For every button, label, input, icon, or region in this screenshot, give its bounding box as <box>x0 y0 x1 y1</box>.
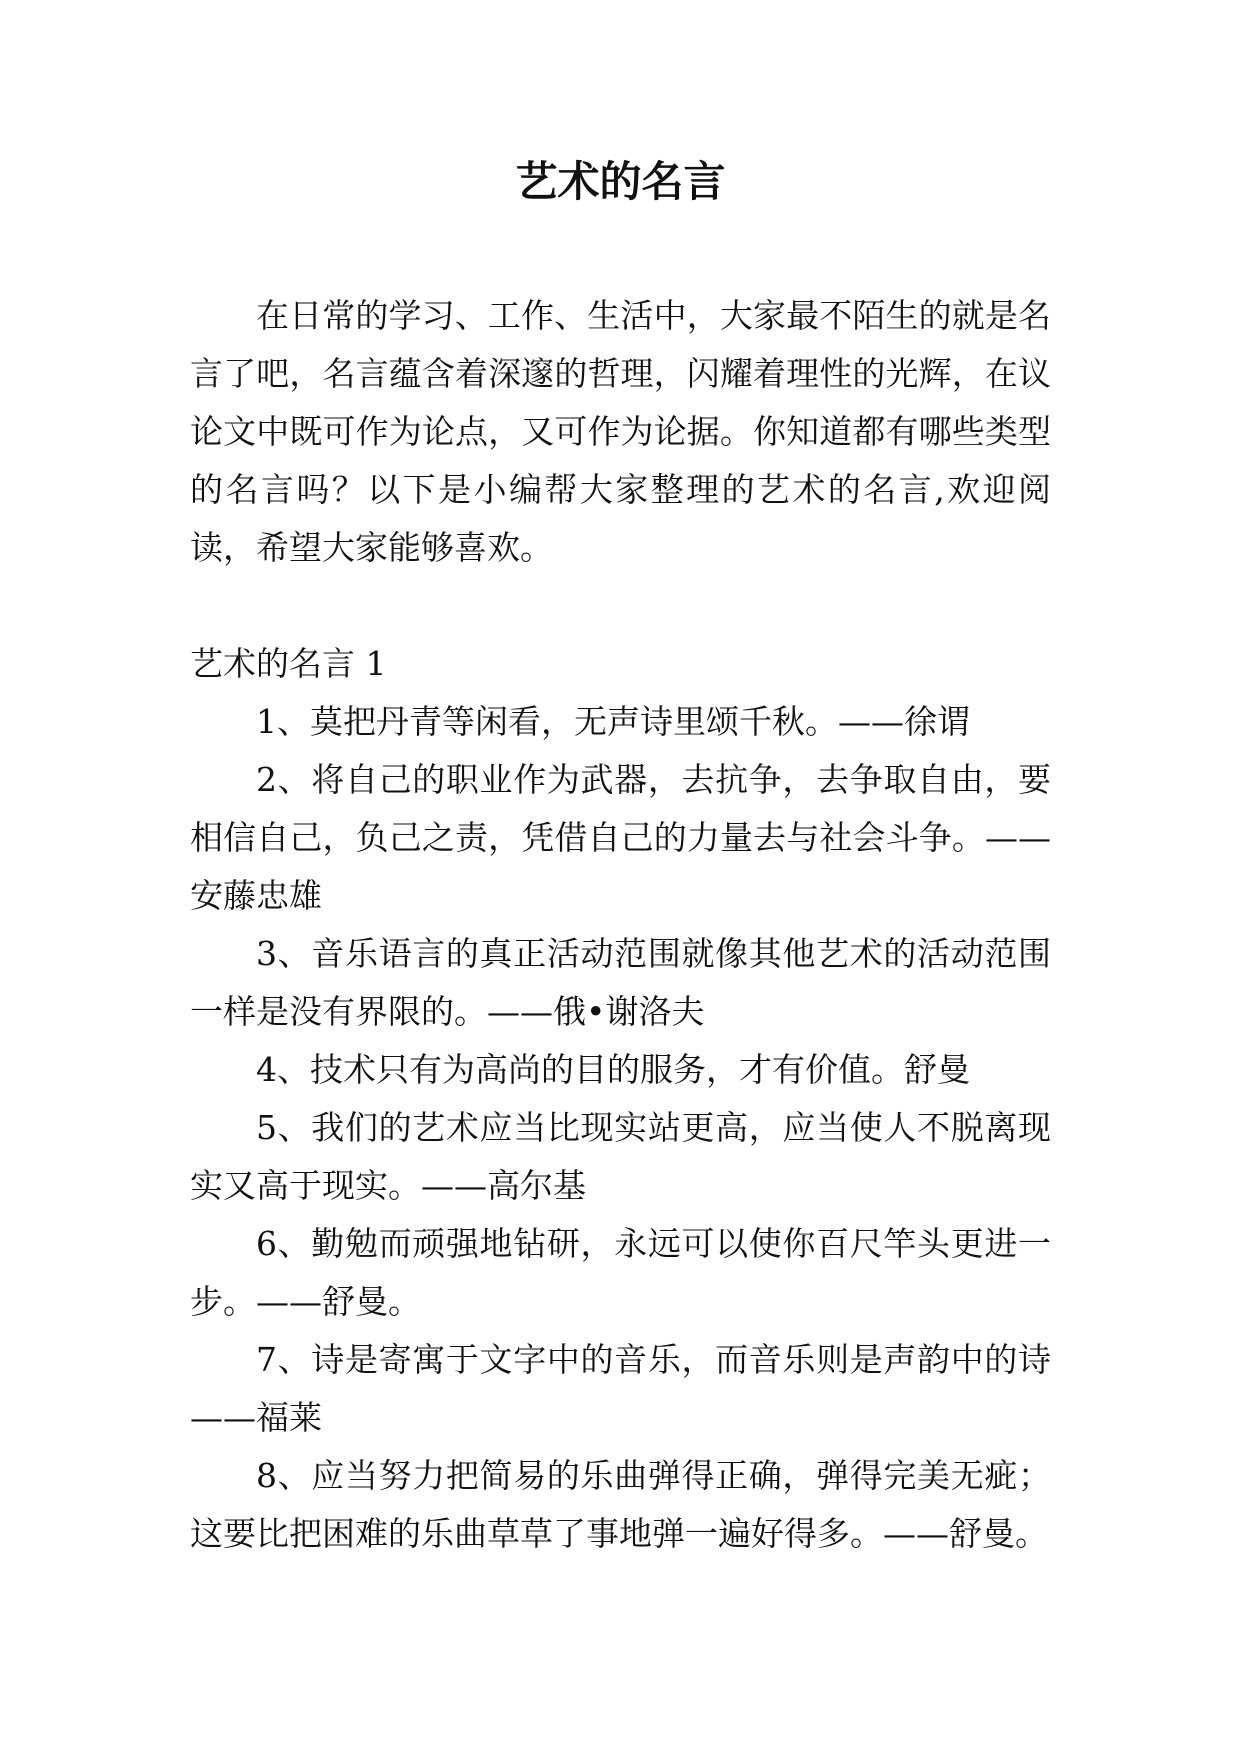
quote-item: 2、将自己的职业作为武器，去抗争，去争取自由，要相信自己，负己之责，凭借自己的力量去与社会斗争。——安藤忠雄 <box>190 760 1051 915</box>
quote-item: 7、诗是寄寓于文字中的音乐，而音乐则是声韵中的诗——福莱 <box>190 1340 1051 1437</box>
document-body <box>190 287 1051 1563</box>
intro-paragraph: 在日常的学习、工作、生活中，大家最不陌生的就是名言了吧，名言蕴含着深邃的哲理，闪耀着理性的光辉，在议论文中既可作为论点，又可作为论据。你知道都有哪些类型的名言吗？以下是小编帮大家整理的艺术的名言,欢迎阅读，希望大家能够喜欢。 <box>190 296 1051 567</box>
document-title: 艺术的名言 <box>515 157 726 206</box>
section-heading: 艺术的名言 1 <box>190 644 387 683</box>
quote-item: 8、应当努力把简易的乐曲弹得正确，弹得完美无疵；这要比把困难的乐曲草草了事地弹一遍好得多。——舒曼。 <box>190 1456 1051 1553</box>
quote-item: 4、技术只有为高尚的目的服务，才有价值。舒曼 <box>256 1050 970 1089</box>
quote-item: 6、勤勉而顽强地钻研，永远可以使你百尺竿头更进一步。——舒曼。 <box>190 1224 1051 1321</box>
quote-item: 5、我们的艺术应当比现实站更高，应当使人不脱离现实又高于现实。——高尔基 <box>190 1108 1051 1205</box>
quote-item: 1、莫把丹青等闲看，无声诗里颂千秋。——徐谓 <box>256 702 970 741</box>
quote-section <box>190 635 1051 1563</box>
quote-item: 3、音乐语言的真正活动范围就像其他艺术的活动范围一样是没有界限的。——俄•谢洛夫 <box>190 934 1051 1031</box>
